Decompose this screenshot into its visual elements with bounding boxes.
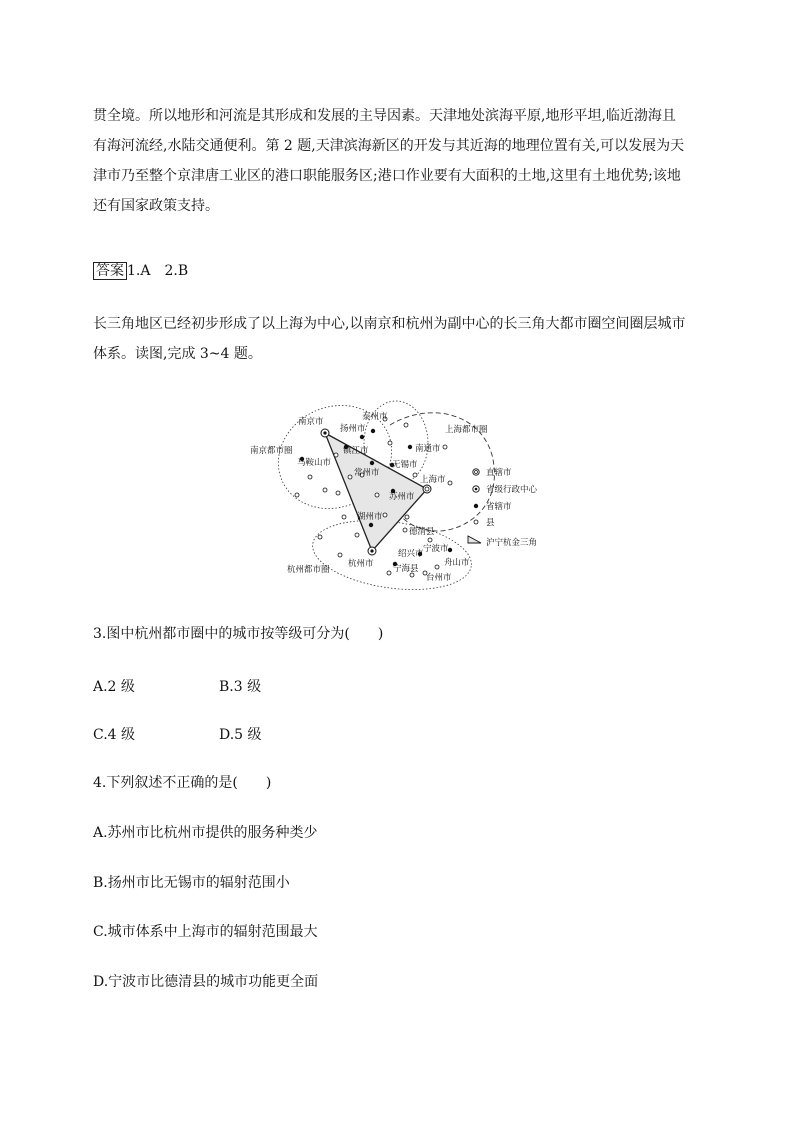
label-ninghai: 宁海县	[393, 564, 419, 574]
q3-option-a: A.2 级	[93, 679, 135, 695]
q3-option-b: B.3 级	[219, 679, 262, 695]
legend-prefecture-icon	[474, 504, 478, 508]
legend-county: 县	[486, 518, 495, 528]
label-yangzhou: 扬州市	[340, 424, 366, 434]
explanation-line: 津市乃至整个京津唐工业区的港口职能服务区;港口作业要有大面积的土地,这里有土地优势;该地	[93, 168, 681, 184]
q3-option-d: D.5 级	[219, 727, 262, 743]
legend-municipality: 直辖市	[486, 468, 512, 478]
label-shanghai-circle: 上海都市圈	[445, 425, 488, 435]
label-ningbo: 宁波市	[423, 544, 449, 554]
q4-option-b: B.扬州市比无锡市的辐射范围小	[93, 875, 290, 891]
label-nanjing-circle: 南京都市圈	[250, 446, 293, 456]
label-zhenjiang: 镇江市	[343, 446, 369, 456]
question-3-stem: 3.图中杭州都市圈中的城市按等级可分为( )	[93, 626, 384, 642]
legend-capital: 省级行政中心	[486, 485, 538, 495]
explanation-line: 还有国家政策支持。	[93, 198, 219, 214]
label-nantong: 南通市	[415, 444, 441, 454]
legend-triangle-icon	[468, 536, 481, 543]
question-4-stem: 4.下列叙述不正确的是( )	[93, 775, 272, 791]
legend-county-icon	[474, 520, 478, 524]
label-shanghai: 上海市	[420, 475, 446, 485]
q4-option-c: C.城市体系中上海市的辐射范围最大	[93, 924, 318, 940]
shanghai-symbol	[423, 485, 431, 493]
label-wuxi: 无锡市	[392, 460, 418, 470]
label-maanshan: 马鞍山市	[297, 458, 332, 468]
explanation-paragraph	[93, 101, 703, 221]
intro-paragraph	[93, 309, 703, 369]
q4-option-a: A.苏州市比杭州市提供的服务种类少	[93, 825, 318, 841]
legend-triangle: 沪宁杭金三角	[486, 538, 538, 548]
nanjing-symbol-core	[323, 431, 326, 434]
explanation-line: 贯全境。所以地形和河流是其形成和发展的主导因素。天津地处滨海平原,地形平坦,临近渤海且	[93, 108, 676, 124]
q4-option-d: D.宁波市比德清县的城市功能更全面	[93, 974, 319, 990]
label-changzhou: 常州市	[354, 468, 380, 478]
label-nanjing: 南京市	[298, 417, 324, 427]
city-circle-map	[240, 395, 565, 595]
q3-option-c: C.4 级	[93, 727, 136, 743]
label-taizhou-js: 泰州市	[362, 412, 388, 422]
explanation-line: 有海河流经,水陆交通便利。第 2 题,天津滨海新区的开发与其近海的地理位置有关,可以发展为天	[93, 138, 685, 154]
label-shaoxing: 绍兴市	[398, 549, 424, 559]
label-zhoushan: 舟山市	[444, 558, 470, 568]
hangzhou-symbol-core	[370, 549, 373, 552]
legend-prefecture: 省辖市	[486, 502, 512, 512]
intro-line: 长三角地区已经初步形成了以上海为中心,以南京和杭州为副中心的长三角大都市圈空间圈层城市	[93, 316, 686, 332]
answer-text: 1.A 2.B	[127, 263, 189, 279]
label-taizhou-zj: 台州市	[426, 573, 452, 583]
intro-line: 体系。读图,完成 3~4 题。	[93, 346, 262, 362]
map-legend	[468, 467, 538, 548]
answer-label: 答案	[93, 262, 127, 280]
answer-line	[93, 261, 188, 281]
label-hangzhou: 杭州市	[348, 559, 374, 569]
label-suzhou: 苏州市	[389, 492, 415, 502]
label-huzhou: 湖州市	[357, 512, 383, 522]
label-deqing: 德清县	[409, 527, 435, 537]
legend-municipality-icon	[473, 469, 479, 475]
label-hangzhou-circle: 杭州都市圈	[287, 565, 330, 575]
